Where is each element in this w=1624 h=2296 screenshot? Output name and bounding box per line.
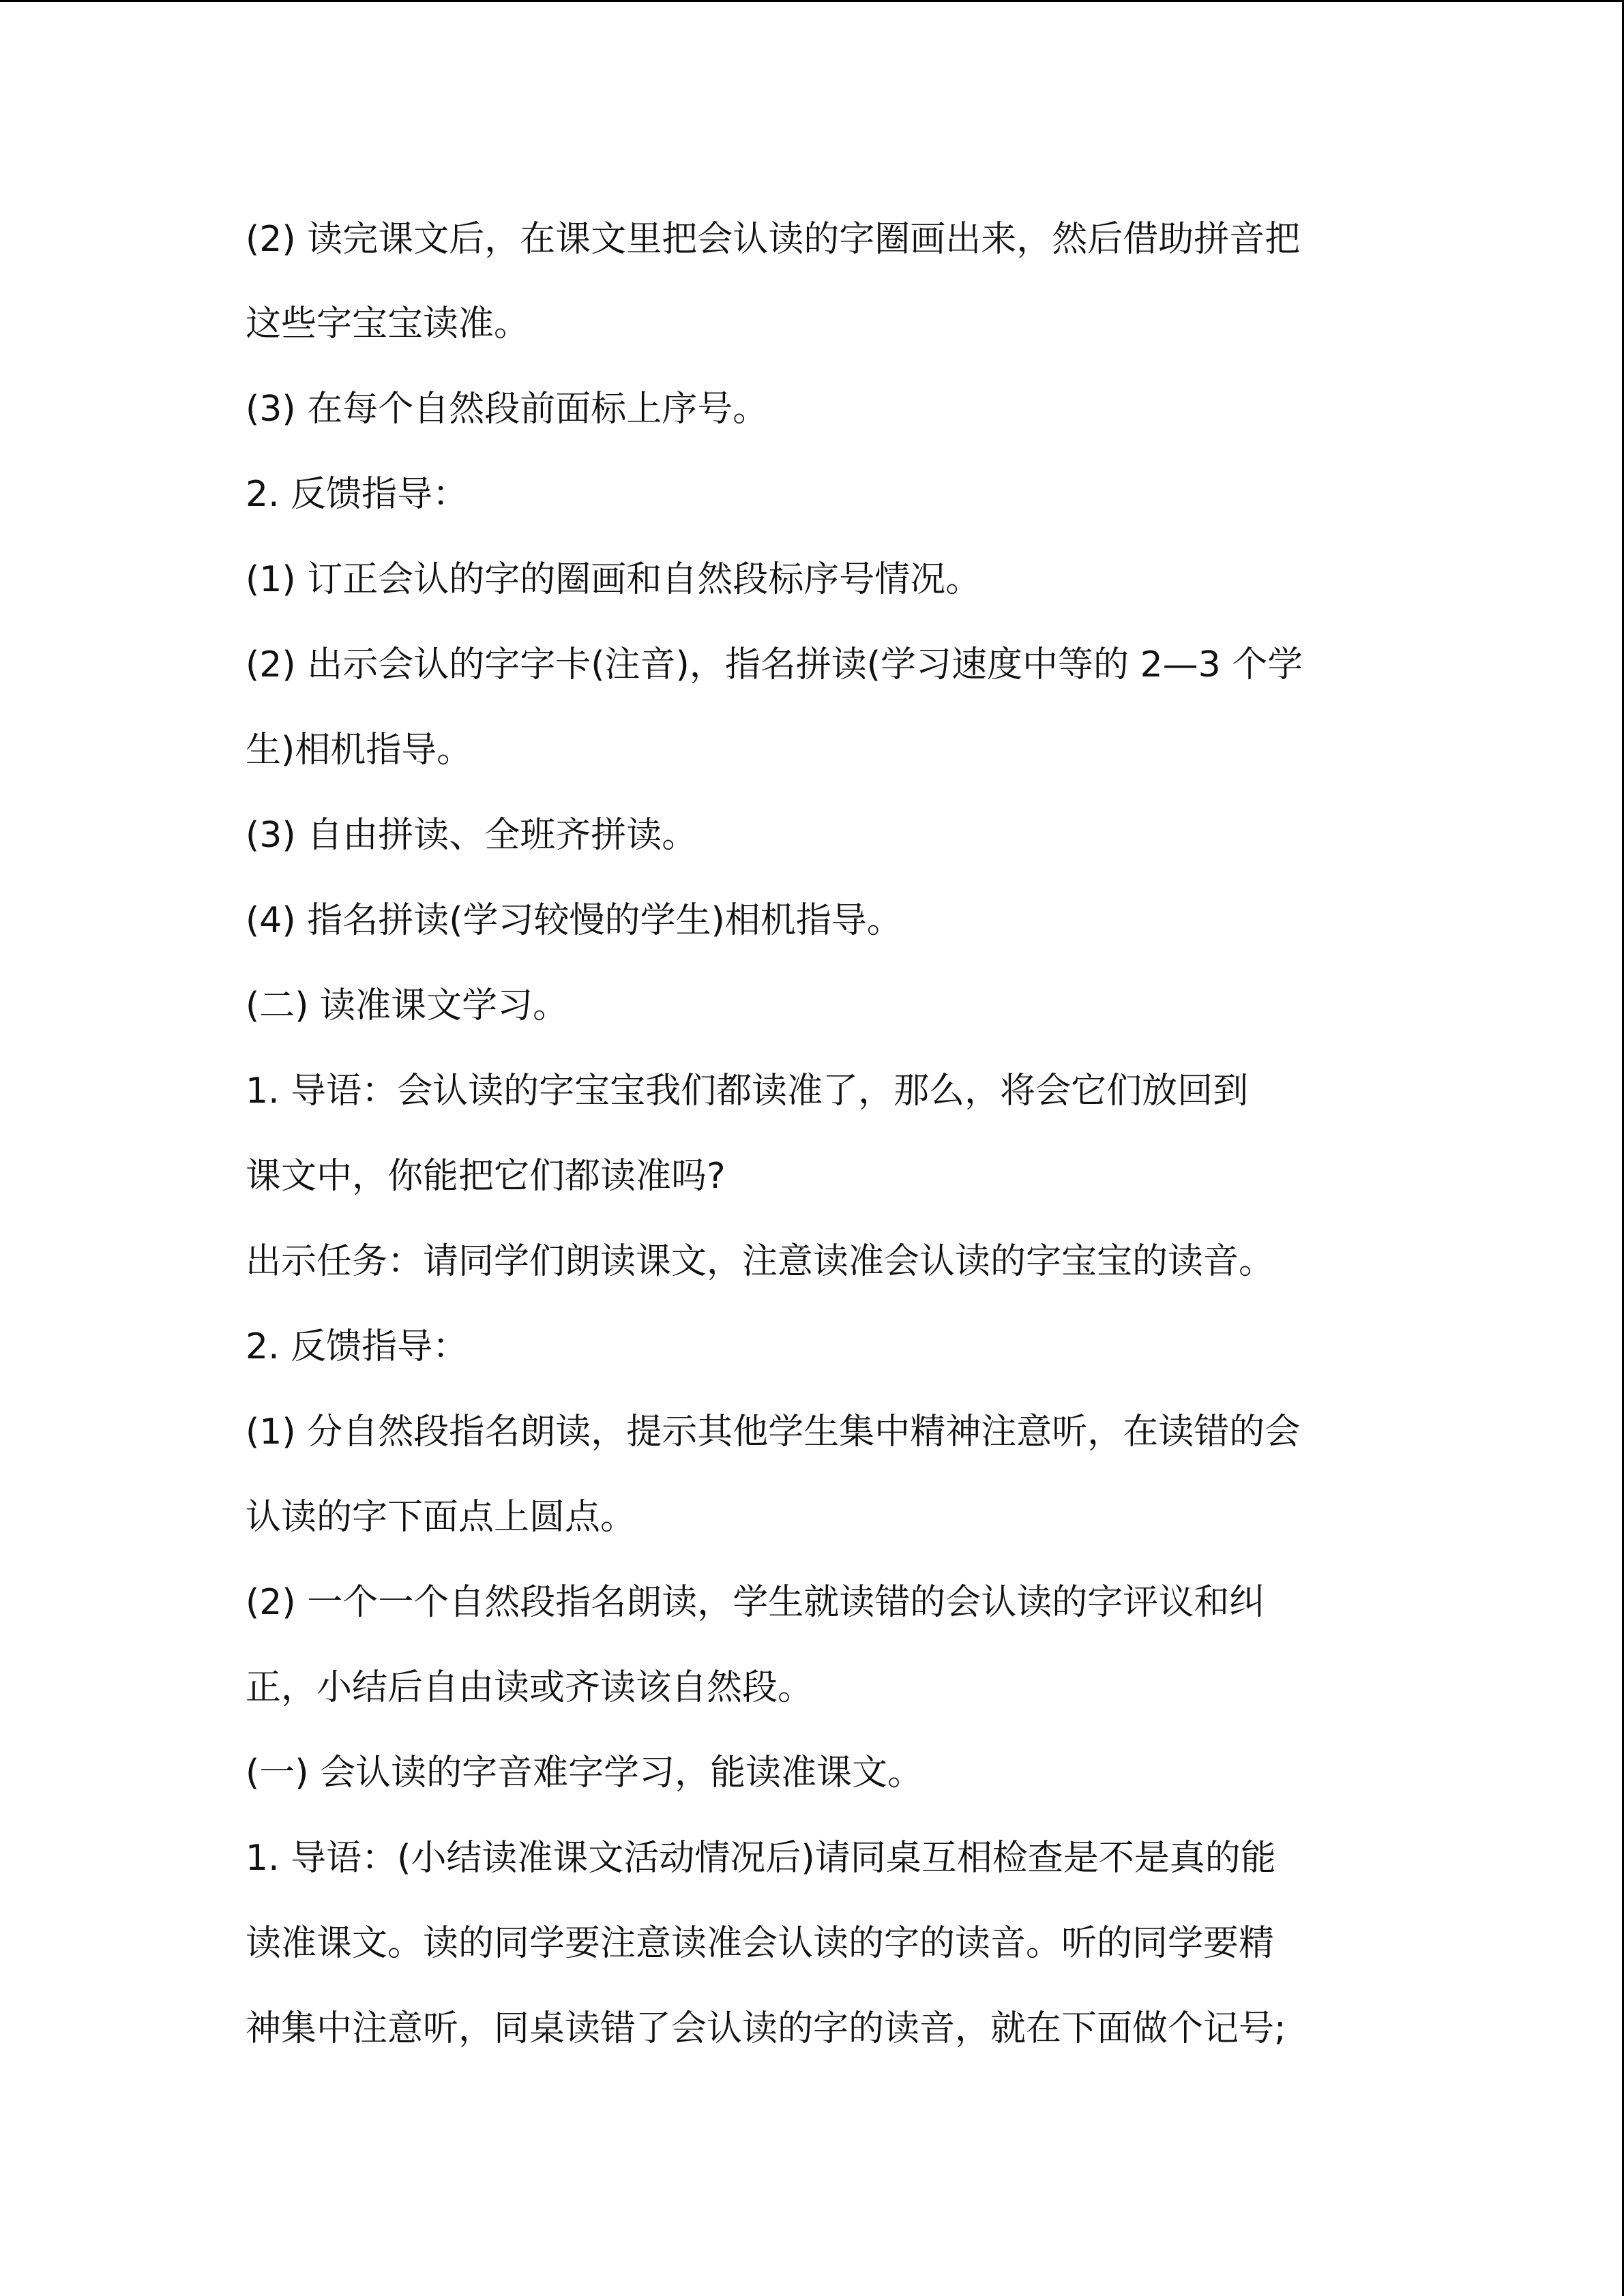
text-line: 1. 导语：会认读的字宝宝我们都读准了，那么，将会它们放回到 bbox=[246, 1071, 1249, 1112]
text-line: (1) 分自然段指名朗读，提示其他学生集中精神注意听，在读错的会 bbox=[246, 1412, 1301, 1452]
text-line: 生)相机指导。 bbox=[246, 730, 473, 771]
text-line: 2. 反馈指导： bbox=[246, 1326, 469, 1367]
text-line: (4) 指名拼读(学习较慢的学生)相机指导。 bbox=[246, 900, 902, 941]
text-line: (1) 订正会认的字的圈画和自然段标序号情况。 bbox=[246, 559, 981, 600]
text-line: 课文中，你能把它们都读准吗? bbox=[246, 1156, 726, 1197]
text-line: 2. 反馈指导： bbox=[246, 474, 469, 515]
page-top-border bbox=[0, 0, 1624, 2]
section-heading: (一) 会认读的字音难字学习，能读准课文。 bbox=[246, 1753, 924, 1793]
text-line: (2) 出示会认的字字卡(注音)，指名拼读(学习速度中等的 2—3 个学 bbox=[246, 644, 1303, 685]
text-line: 神集中注意听，同桌读错了会认读的字的读音，就在下面做个记号; bbox=[246, 2008, 1286, 2049]
text-line: (2) 一个一个自然段指名朗读，学生就读错的会认读的字评议和纠 bbox=[246, 1582, 1265, 1623]
text-line: 这些字宝宝读准。 bbox=[246, 303, 530, 344]
text-line: (2) 读完课文后，在课文里把会认读的字圈画出来，然后借助拼音把 bbox=[246, 219, 1301, 260]
text-line: 出示任务：请同学们朗读课文，注意读准会认读的字宝宝的读音。 bbox=[246, 1241, 1275, 1282]
text-line: 正，小结后自由读或齐读该自然段。 bbox=[246, 1667, 814, 1708]
text-line: 认读的字下面点上圆点。 bbox=[246, 1497, 636, 1538]
section-heading: (二) 读准课文学习。 bbox=[246, 985, 569, 1026]
text-line: (3) 自由拼读、全班齐拼读。 bbox=[246, 815, 698, 856]
text-line: (3) 在每个自然段前面标上序号。 bbox=[246, 389, 769, 430]
text-line: 1. 导语：(小结读准课文活动情况后)请同桌互相检查是不是真的能 bbox=[246, 1838, 1276, 1879]
text-line: 读准课文。读的同学要注意读准会认读的字的读音。听的同学要精 bbox=[246, 1923, 1275, 1964]
